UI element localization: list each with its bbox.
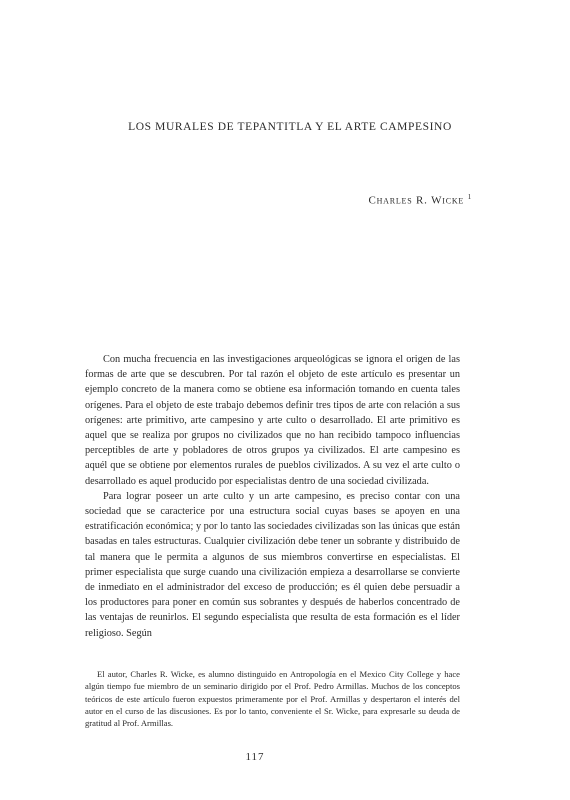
article-body xyxy=(85,352,460,641)
article-author xyxy=(300,193,472,207)
footnote-text: El autor, Charles R. Wicke, es alumno distinguido en Antropología en el Mexico City College y hace algún tiempo fue miembro de un seminario dirigido por el Prof. Pedro Armillas. Muchos de los conceptos teóricos de este artículo fueron expuestos primeramente por el Prof. Armillas y despertaron el interés del autor en el curso de las discusiones. Es por lo tanto, conveniente el Sr. Wicke, para expresarle su deuda de gratitud al Prof. Armillas. xyxy=(85,669,460,729)
page-number: 117 xyxy=(245,751,265,763)
author-footnote xyxy=(85,668,460,729)
body-paragraph-1: Con mucha frecuencia en las investigaciones arqueológicas se ignora el origen de las formas de arte que se descubren. Por tal razón el objeto de este artículo es presentar un ejemplo concreto de la manera como se obtiene esa información tomando en cuenta tales orígenes. Para el objeto de este trabajo debemos definir tres tipos de arte con relación a sus orígenes: arte primitivo, arte campesino y arte culto o desarrollado. El arte primitivo es aquel que se realiza por grupos no civilizados que no han recibido tampoco influencias perceptibles de arte y pobladores de otros grupos ya civilizados. El arte campesino es aquél que se obtiene por elementos rurales de pueblos civilizados. A su vez el arte culto o desarrollado es aquel producido por especialistas dentro de una sociedad civilizada. xyxy=(85,354,460,487)
body-paragraph-2: Para lograr poseer un arte culto y un arte campesino, es preciso contar con una sociedad que se caracterice por una estructura social cuyas bases se apoyen en una estratificación económica; y por lo tanto las sociedades civilizadas son las únicas que están basadas en tales estructuras. Cualquier civilización debe tener un sobrante y distribuido de tal manera que le permita a algunos de sus miembros convertirse en especialistas. El primer especialista que surge cuando una civilización empieza a desarrollarse se convierte de inmediato en el administrador del exceso de producción; es él quien debe persuadir a los productores para poner en común sus sobrantes y después de haberlos concentrado de las ventajas de reunirlos. El segundo especialista que resulta de esta formación es el líder religioso. Según xyxy=(85,490,460,639)
author-name: Charles R. Wicke xyxy=(368,194,465,207)
article-title: LOS MURALES DE TEPANTITLA Y EL ARTE CAMPESINO xyxy=(128,121,452,133)
author-footnote-mark: 1 xyxy=(467,193,472,201)
